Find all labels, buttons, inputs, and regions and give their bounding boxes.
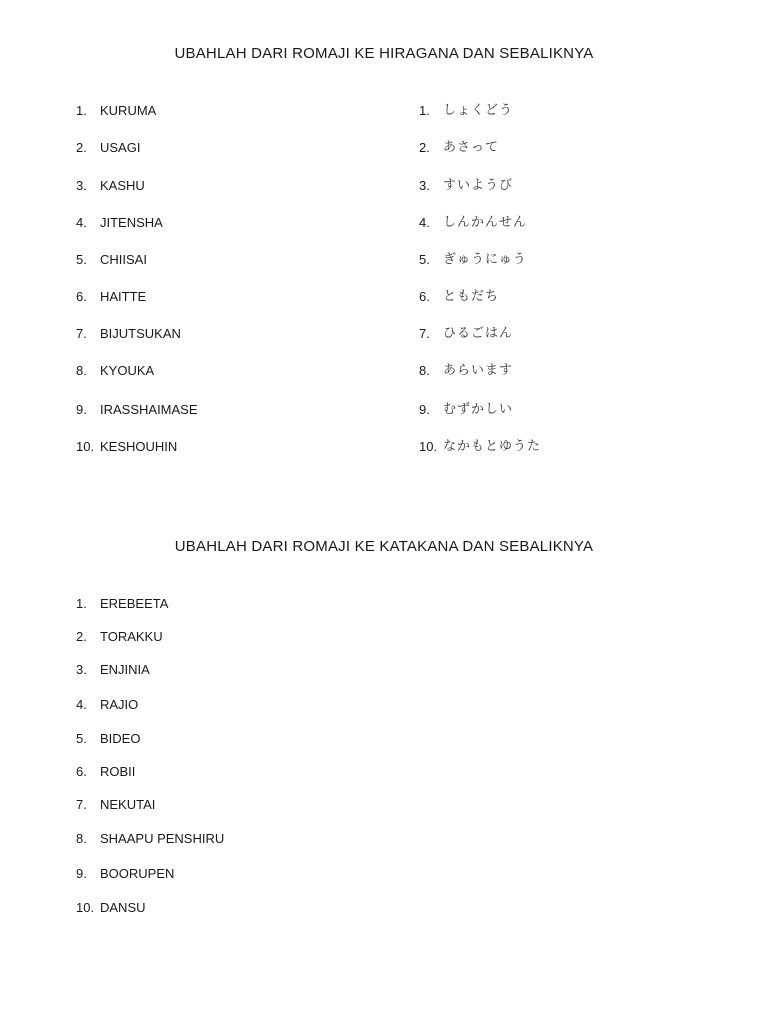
item-number: 6. (76, 764, 87, 779)
item-number: 8. (76, 831, 87, 846)
item-number: 9. (76, 866, 87, 881)
item-text: ぎゅうにゅう (443, 252, 527, 267)
item-text: しょくどう (443, 103, 514, 118)
item-number: 2. (76, 629, 87, 644)
item-text: EREBEETA (100, 596, 169, 611)
item-text: KASHU (100, 178, 145, 193)
item-number: 3. (419, 178, 430, 193)
item-number: 8. (76, 363, 87, 378)
item-number: 7. (76, 326, 87, 341)
item-number: 1. (76, 103, 87, 118)
item-number: 10. (76, 900, 95, 915)
item-number: 1. (76, 596, 87, 611)
romaji-to-hiragana-list (76, 102, 376, 462)
item-text: あらいます (443, 363, 514, 378)
item-text: HAITTE (100, 289, 147, 304)
item-text: TORAKKU (100, 629, 163, 644)
item-number: 9. (419, 402, 430, 417)
item-number: 4. (76, 697, 87, 712)
item-text: NEKUTAI (100, 797, 156, 812)
item-text: BIJUTSUKAN (100, 326, 181, 341)
item-text: KESHOUHIN (100, 439, 178, 454)
item-text: BIDEO (100, 731, 141, 746)
item-text: DANSU (100, 900, 146, 915)
item-text: KYOUKA (100, 363, 155, 378)
item-text: RAJIO (100, 697, 139, 712)
item-number: 8. (419, 363, 430, 378)
item-text: なかもとゆうた (443, 439, 542, 454)
item-text: ひるごはん (443, 326, 514, 341)
item-number: 6. (419, 289, 430, 304)
item-number: 3. (76, 178, 87, 193)
item-number: 6. (76, 289, 87, 304)
item-text: ともだち (443, 289, 500, 304)
item-text: ROBII (100, 764, 136, 779)
item-number: 7. (419, 326, 430, 341)
item-text: ENJINIA (100, 662, 150, 677)
item-text: IRASSHAIMASE (100, 402, 198, 417)
item-number: 2. (419, 140, 430, 155)
item-number: 10. (76, 439, 95, 454)
item-text: JITENSHA (100, 215, 163, 230)
item-number: 9. (76, 402, 87, 417)
item-text: BOORUPEN (100, 866, 175, 881)
item-text: USAGI (100, 140, 141, 155)
romaji-to-katakana-list (76, 595, 376, 925)
item-number: 5. (76, 252, 87, 267)
hiragana-to-romaji-list (419, 102, 719, 462)
item-number: 1. (419, 103, 430, 118)
item-number: 4. (419, 215, 430, 230)
item-number: 2. (76, 140, 87, 155)
item-number: 5. (419, 252, 430, 267)
item-text: しんかんせん (443, 215, 528, 230)
item-number: 10. (419, 439, 438, 454)
item-text: SHAAPU PENSHIRU (100, 831, 225, 846)
item-text: すいようび (443, 178, 514, 193)
item-text: あさって (443, 140, 500, 155)
item-text: CHIISAI (100, 252, 147, 267)
item-text: KURUMA (100, 103, 157, 118)
item-number: 3. (76, 662, 87, 677)
item-text: むずかしい (443, 402, 514, 417)
item-number: 5. (76, 731, 87, 746)
section-2-title: UBAHLAH DARI ROMAJI KE KATAKANA DAN SEBALIKNYA (174, 538, 594, 555)
item-number: 7. (76, 797, 87, 812)
section-1-title: UBAHLAH DARI ROMAJI KE HIRAGANA DAN SEBALIKNYA (174, 45, 594, 62)
item-number: 4. (76, 215, 87, 230)
